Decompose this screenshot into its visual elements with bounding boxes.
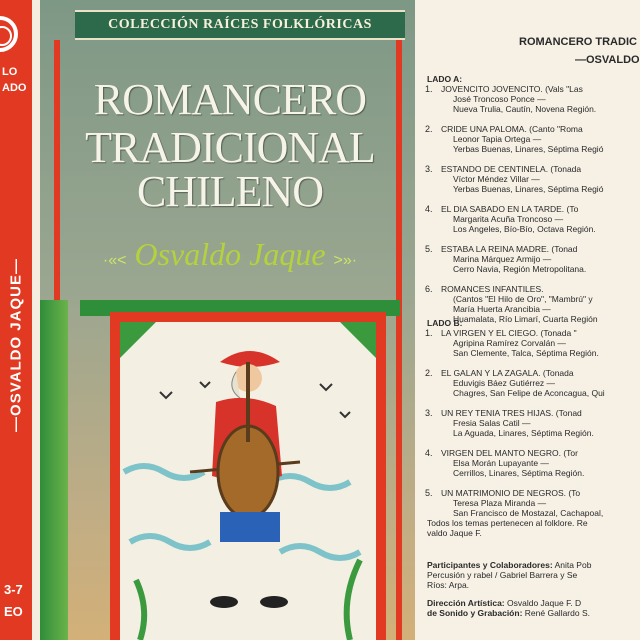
track-number: 2.	[425, 368, 433, 378]
track-detail: Eduvigis Báez Gutiérrez —	[453, 378, 556, 388]
back-subtitle: —OSVALDO	[575, 54, 640, 66]
track-detail: San Clemente, Talca, Séptima Región.	[453, 348, 599, 358]
track-title: LA VIRGEN Y EL CIEGO. (Tonada "	[441, 328, 577, 338]
track-detail: Huamalata, Río Limarí, Cuarta Región	[453, 314, 598, 324]
track-detail: San Francisco de Mostazal, Cachapoal,	[453, 508, 604, 518]
track-detail: Nueva Trulia, Cautín, Novena Región.	[453, 104, 597, 114]
direction-text: Osvaldo Jaque F. D	[507, 598, 582, 608]
title-line-1: ROMANCERO	[93, 75, 367, 124]
track-number: 4.	[425, 448, 433, 458]
track-detail: María Huerta Arancibia —	[453, 304, 551, 314]
participants-line-2: Ríos: Arpa.	[427, 580, 470, 590]
sound-text: René Gallardo S.	[524, 608, 590, 618]
footer-note-line-2: valdo Jaque F.	[427, 528, 482, 538]
sound-label: de Sonido y Grabación:	[427, 608, 523, 618]
label-logo-icon	[0, 16, 18, 52]
track-detail: José Troncoso Ponce —	[453, 94, 546, 104]
track-title: UN MATRIMONIO DE NEGROS. (To	[441, 488, 581, 498]
track-number: 3.	[425, 164, 433, 174]
side-a-label: LADO A:	[427, 74, 463, 84]
participants-line-1: Percusión y rabel / Gabriel Barrera y Se	[427, 570, 578, 580]
spine-artist: —OSVALDO JAQUE—	[7, 258, 25, 432]
track-number: 5.	[425, 244, 433, 254]
track-detail: Marina Márquez Armijo —	[453, 254, 552, 264]
track-title: EL GALAN Y LA ZAGALA. (Tonada	[441, 368, 574, 378]
illustration-tile	[110, 312, 386, 640]
artist-suffix: >»·	[333, 252, 358, 269]
track-detail: Leonor Tapia Ortega —	[453, 134, 542, 144]
footer-note-line-1: Todos los temas pertenecen al folklore. Re	[427, 518, 588, 528]
track-title: ESTABA LA REINA MADRE. (Tonad	[441, 244, 578, 254]
participants	[427, 560, 591, 570]
spine-top-line-1: LO	[2, 66, 18, 78]
title-line-3: CHILENO	[136, 167, 324, 216]
track-detail: Teresa Plaza Miranda —	[453, 498, 547, 508]
track-detail: La Aguada, Linares, Séptima Región.	[453, 428, 594, 438]
track-detail: Cerrillos, Linares, Séptima Región.	[453, 468, 585, 478]
spine-divider	[32, 0, 40, 640]
series-banner	[75, 10, 405, 40]
front-cover	[40, 0, 415, 640]
track-detail: Margarita Acuña Troncoso —	[453, 214, 564, 224]
green-foliage-left	[40, 300, 68, 640]
track-detail: Elsa Morán Lupayante —	[453, 458, 549, 468]
spine-format: EO	[4, 604, 23, 619]
track-detail: Cerro Navia, Región Metropolitana.	[453, 264, 587, 274]
track-number: 1.	[425, 84, 433, 94]
cassette-spine	[0, 0, 32, 640]
illustration-background	[120, 322, 376, 640]
track-title: CRIDE UNA PALOMA. (Canto "Roma	[441, 124, 583, 134]
track-title: EL DIA SABADO EN LA TARDE. (To	[441, 204, 579, 214]
track-number: 2.	[425, 124, 433, 134]
series-banner-text: COLECCIÓN RAÍCES FOLKLÓRICAS	[108, 17, 372, 32]
tracklist-panel	[415, 0, 640, 640]
track-number: 4.	[425, 204, 433, 214]
track-detail: Chagres, San Felipe de Aconcagua, Qui	[453, 388, 605, 398]
direction-label: Dirección Artística:	[427, 598, 505, 608]
track-number: 3.	[425, 408, 433, 418]
participants-label: Participantes y Colaboradores:	[427, 560, 553, 570]
side-b-label: LADO B:	[427, 318, 463, 328]
track-detail: Yerbas Buenas, Linares, Séptima Regió	[453, 184, 604, 194]
spine-top-line-2: ADO	[2, 82, 27, 94]
direction	[427, 598, 581, 608]
artist-name	[70, 236, 390, 273]
track-number: 1.	[425, 328, 433, 338]
track-detail: (Cantos "El Hilo de Oro", "Mambrú" y	[453, 294, 593, 304]
track-detail: Fresia Salas Catil —	[453, 418, 531, 428]
track-detail: Yerbas Buenas, Linares, Séptima Regió	[453, 144, 604, 154]
cover-frame-right	[396, 40, 402, 640]
artist-prefix: ·«<	[102, 252, 127, 269]
artist-name-text: Osvaldo Jaque	[134, 236, 326, 272]
title-line-2: TRADICIONAL	[85, 123, 375, 172]
track-detail: Víctor Méndez Villar —	[453, 174, 540, 184]
track-title: UN REY TENIA TRES HIJAS. (Tonad	[441, 408, 582, 418]
track-detail: Los Angeles, Bío-Bío, Octava Región.	[453, 224, 596, 234]
back-title: ROMANCERO TRADIC	[519, 36, 637, 48]
track-title: ROMANCES INFANTILES.	[441, 284, 544, 294]
spine-catalog-number: 3-7	[4, 582, 23, 597]
track-title: ESTANDO DE CENTINELA. (Tonada	[441, 164, 582, 174]
track-number: 6.	[425, 284, 433, 294]
track-number: 5.	[425, 488, 433, 498]
cellist-illustration	[120, 322, 376, 640]
participants-text: Anita Pob	[554, 560, 592, 570]
track-title: JOVENCITO JOVENCITO. (Vals "Las	[441, 84, 583, 94]
track-detail: Agripina Ramírez Corvalán —	[453, 338, 566, 348]
sound	[427, 608, 590, 618]
track-title: VIRGEN DEL MANTO NEGRO. (Tor	[441, 448, 578, 458]
